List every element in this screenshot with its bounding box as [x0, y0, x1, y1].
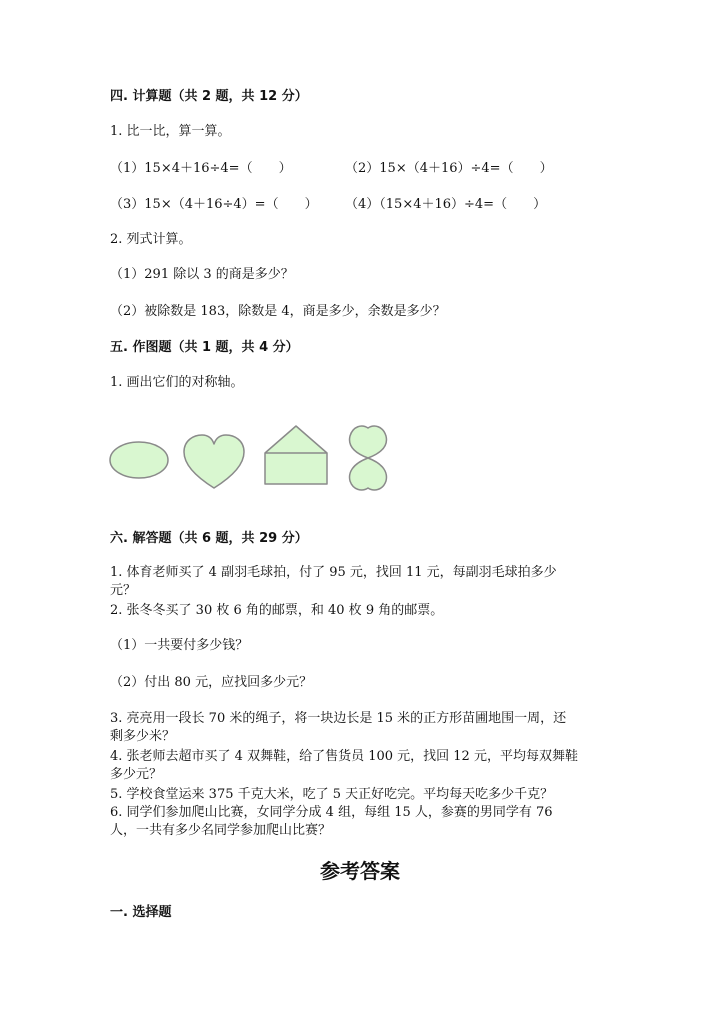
answer-key-title: 参考答案 — [320, 859, 400, 883]
section-4-title: 四. 计算题（共 2 题，共 12 分） — [110, 89, 308, 104]
question-6-6-line2: 人，一共有多少名同学参加爬山比赛？ — [110, 823, 332, 838]
question-6-2-part1: （1）一共要付多少钱？ — [110, 638, 249, 653]
answer-section-1-title: 一. 选择题 — [110, 905, 172, 920]
heart-shape — [184, 435, 244, 488]
question-6-1-line1: 1. 体育老师买了 4 副羽毛球拍，付了 95 元，找回 11 元，每副羽毛球拍多少 — [110, 565, 557, 580]
question-5-1: 1. 画出它们的对称轴。 — [110, 375, 244, 390]
house-shape — [265, 426, 327, 484]
question-6-5: 5. 学校食堂运来 375 千克大米，吃了 5 天正好吃完。平均每天吃多少千克？ — [110, 787, 554, 802]
question-6-1-line2: 元？ — [110, 583, 137, 598]
question-6-3-line2: 剩多少米？ — [110, 729, 176, 744]
question-4-2-part1: （1）291 除以 3 的商是多少？ — [110, 267, 294, 282]
question-6-4-line1: 4. 张老师去超市买了 4 双舞鞋，给了售货员 100 元，找回 12 元，平均每双舞鞋 — [110, 749, 578, 764]
question-6-2: 2. 张冬冬买了 30 枚 6 角的邮票，和 40 枚 9 角的邮票。 — [110, 603, 444, 618]
question-4-2-part2: （2）被除数是 183，除数是 4，商是多少，余数是多少？ — [110, 304, 446, 319]
question-6-6-line1: 6. 同学们参加爬山比赛，女同学分成 4 组，每组 15 人，参赛的男同学有 76 — [110, 805, 553, 820]
question-4-2: 2. 列式计算。 — [110, 232, 192, 247]
question-4-1: 1. 比一比，算一算。 — [110, 124, 231, 139]
question-4-1-part1: （1）15×4＋16÷4=（ ） — [110, 161, 292, 176]
question-6-4-line2: 多少元？ — [110, 767, 163, 782]
symmetry-shapes — [100, 418, 400, 498]
question-4-1-part3: （3）15×（4＋16÷4）=（ ） — [110, 197, 318, 212]
section-5-title: 五. 作图题（共 1 题，共 4 分） — [110, 340, 299, 355]
section-6-title: 六. 解答题（共 6 题，共 29 分） — [110, 531, 308, 546]
question-6-3-line1: 3. 亮亮用一段长 70 米的绳子，将一块边长是 15 米的正方形苗圃地围一周，还 — [110, 711, 567, 726]
question-4-1-part2: （2）15×（4＋16）÷4=（ ） — [345, 161, 553, 176]
ellipse-shape — [110, 442, 168, 478]
figure-eight-shape — [350, 426, 387, 490]
question-4-1-part4: （4）（15×4＋16）÷4=（ ） — [345, 197, 547, 212]
question-6-2-part2: （2）付出 80 元，应找回多少元？ — [110, 675, 313, 690]
